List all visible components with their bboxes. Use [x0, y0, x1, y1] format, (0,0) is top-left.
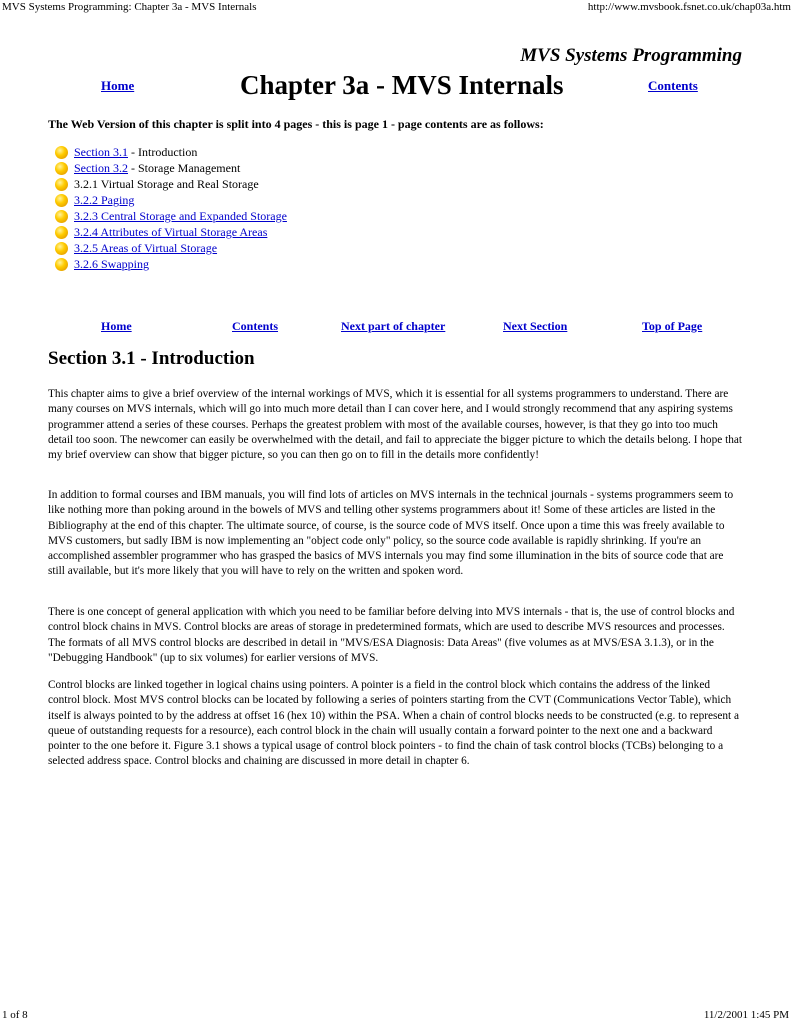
print-footer-datetime: 11/2/2001 1:45 PM	[703, 1009, 789, 1021]
toc-text: - Introduction	[128, 145, 198, 159]
toc-text: 3.2.1 Virtual Storage and Real Storage	[74, 177, 259, 191]
toc-item	[55, 160, 287, 176]
bullet-icon	[55, 242, 68, 255]
toc-item	[55, 192, 287, 208]
bullet-icon	[55, 146, 68, 159]
toc-link[interactable]: 3.2.3 Central Storage and Expanded Storage	[74, 209, 287, 223]
toc-item	[55, 224, 287, 240]
print-footer-page-count: 1 of 8	[2, 1009, 28, 1021]
toc-link[interactable]: Section 3.2	[74, 161, 128, 175]
bullet-icon	[55, 226, 68, 239]
chapter-title: Chapter 3a - MVS Internals	[240, 70, 564, 100]
nav-home-link[interactable]: Home	[101, 319, 132, 333]
title-row	[0, 70, 791, 102]
page-contents-intro: The Web Version of this chapter is split into 4 pages - this is page 1 - page contents are as follows:	[48, 117, 544, 131]
site-title: MVS Systems Programming	[520, 45, 742, 66]
toc-text: - Storage Management	[128, 161, 241, 175]
bullet-icon	[55, 210, 68, 223]
toc-link[interactable]: 3.2.2 Paging	[74, 193, 135, 207]
nav-contents-link[interactable]: Contents	[232, 319, 279, 333]
paragraph: There is one concept of general application with which you need to be familiar before delving into MVS internals - that is, the use of control blocks and control block chains in MVS. Control blocks are areas of storage in predetermined formats, which are used to describe MVS resources and processes. The formats of all MVS control blocks are described in detail in "MVS/ESA Diagnosis: Data Areas" (five volumes as at MVS/ESA 3.1.3), or in the "Debugging Handbook" (up to six volumes) for earlier versions of MVS.	[48, 606, 735, 664]
toc-item	[55, 208, 287, 224]
toc-item	[55, 144, 287, 160]
toc-link[interactable]: 3.2.5 Areas of Virtual Storage	[74, 241, 218, 255]
contents-link[interactable]: Contents	[648, 78, 698, 93]
toc-item	[55, 240, 287, 256]
print-header-title: MVS Systems Programming: Chapter 3a - MVS Internals	[2, 1, 257, 13]
toc-item	[55, 256, 287, 272]
toc-link[interactable]: 3.2.6 Swapping	[74, 257, 149, 271]
nav-next-part-link[interactable]: Next part of chapter	[341, 319, 446, 333]
bullet-icon	[55, 258, 68, 271]
section-heading: Section 3.1 - Introduction	[48, 348, 255, 369]
bullet-icon	[55, 194, 68, 207]
paragraph: Control blocks are linked together in logical chains using pointers. A pointer is a field in the control block which contains the address of the linked control block. Most MVS control blocks can be located by following a series of pointers starting from the CVT (Communications Vector Table), which itself is always pointed to by the address at offset 16 (hex 10) within the PSA. When a chain of control blocks needs to be constructed (e.g. to represent a queue of outstanding requests for a resource), each control block in the chain will usually contain a forward pointer to the next one and a backward pointer to the one before it. Figure 3.1 shows a typical usage of control block pointers - to find the chain of task control blocks (TCBs) belonging to a selected address space. Control blocks and chaining are discussed in more detail in chapter 6.	[48, 679, 740, 768]
toc-link[interactable]: Section 3.1	[74, 145, 128, 159]
bullet-icon	[55, 162, 68, 175]
bullet-icon	[55, 178, 68, 191]
toc-item	[55, 176, 287, 192]
paragraph: This chapter aims to give a brief overview of the internal workings of MVS, which it is essential for all systems programmers to understand. There are many courses on MVS internals, which will go into much more detail than I can cover here, and I would strongly recommend that any aspiring systems programmer attend a series of these courses. Perhaps the greatest problem with most of the available courses, however, is that they go into too much detail too soon. The newcomer can easily be overwhelmed with the detail, and fail to appreciate the bigger picture to which the details belong. I hope that my brief overview can show that bigger picture, so you can then go on to fill in the details more confidently!	[48, 388, 743, 462]
nav-next-section-link[interactable]: Next Section	[503, 319, 568, 333]
toc-link[interactable]: 3.2.4 Attributes of Virtual Storage Areas	[74, 225, 268, 239]
table-of-contents	[55, 144, 287, 272]
home-link[interactable]: Home	[101, 78, 135, 93]
paragraph: In addition to formal courses and IBM manuals, you will find lots of articles on MVS internals in the technical journals - systems programmers seem to like nothing more than poking around in the bowels of MVS and telling other systems programmers about it! Some of these articles are listed in the Bibliography at the end of this chapter. The ultimate source, of course, is the source code of MVS itself. Once upon a time this was freely available to MVS customers, but sadly IBM is now implementing an "object code only" policy, so the source code available is rapidly shrinking. If you're an accomplished assembler programmer who has grasped the basics of MVS internals you may find some illumination in the bits of source code that are still available, but it's more likely that you will have to rely on the written and spoken word.	[48, 489, 734, 578]
print-header-url: http://www.mvsbook.fsnet.co.uk/chap03a.htm	[587, 1, 791, 13]
nav-top-of-page-link[interactable]: Top of Page	[642, 319, 703, 333]
